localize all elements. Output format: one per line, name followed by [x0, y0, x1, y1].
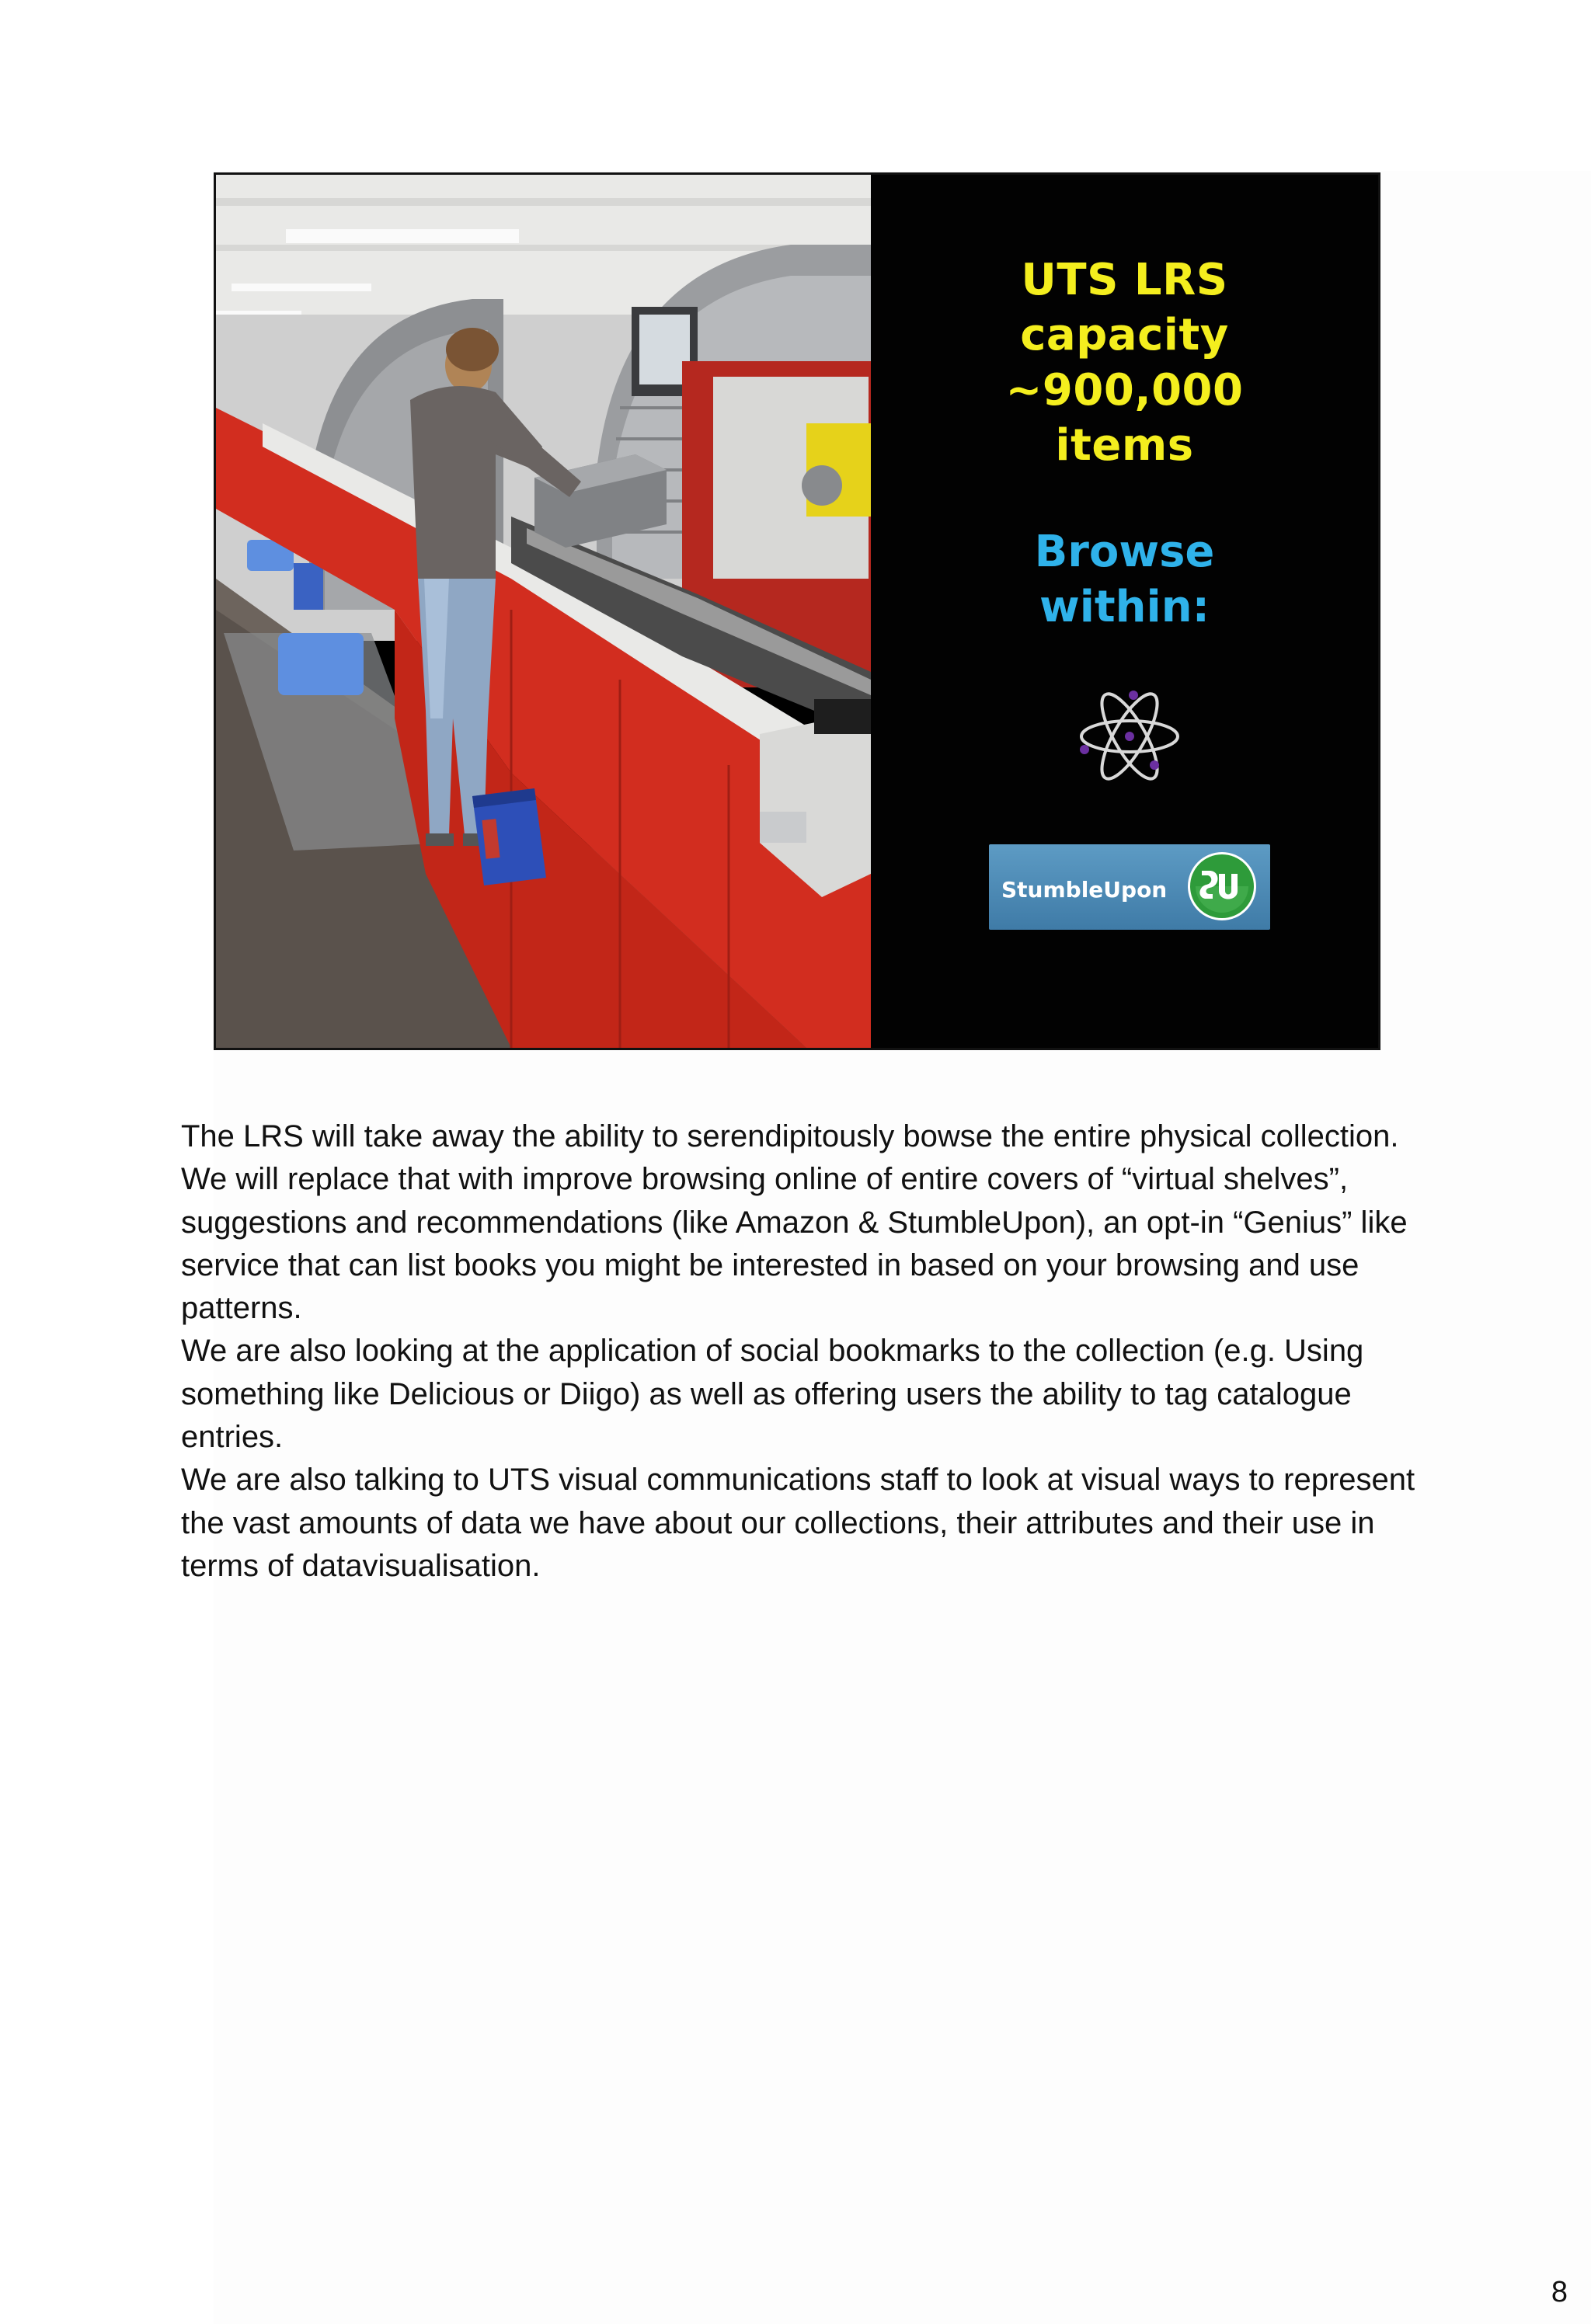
lrs-workstation-photo: [216, 175, 871, 1048]
capacity-line: ~900,000: [1005, 365, 1244, 416]
page-number: 8: [1551, 2276, 1568, 2308]
capacity-heading: [871, 252, 1378, 473]
slide-image: [214, 172, 1380, 1050]
notes-paragraph: We are also looking at the application of social bookmarks to the collection (e.g. Using something like Delicious or Diigo) as well as offering users the ability to tag catalogue entries.: [181, 1334, 1364, 1455]
speaker-notes: [181, 1115, 1424, 1588]
slide-text-panel: [871, 175, 1378, 1048]
browse-heading: [871, 524, 1378, 635]
capacity-line: items: [1055, 420, 1194, 471]
stumbleupon-wordmark: StumbleUpon: [1001, 877, 1168, 903]
browse-line: Browse: [1034, 527, 1215, 577]
browse-line: within:: [1039, 582, 1210, 632]
stumbleupon-mark-icon: [1186, 851, 1258, 922]
stumbleupon-logo: [989, 844, 1270, 930]
notes-paragraph: The LRS will take away the ability to serendipitously bowse the entire physical collection. We will replace that with improve browsing online of entire covers of “virtual shelves”, suggestions and recommendations (like Amazon & StumbleUpon), an opt-in “Genius” like service that can list books you might be interested in based on your browsing and use patterns.: [181, 1119, 1408, 1326]
atom-icon: [1075, 678, 1184, 795]
notes-paragraph: We are also talking to UTS visual communications staff to look at visual ways to represent the vast amounts of data we have about our collections, their attributes and their use in terms of datavisualisation.: [181, 1463, 1415, 1583]
capacity-line: UTS LRS: [1021, 255, 1228, 305]
capacity-line: capacity: [1020, 310, 1229, 360]
